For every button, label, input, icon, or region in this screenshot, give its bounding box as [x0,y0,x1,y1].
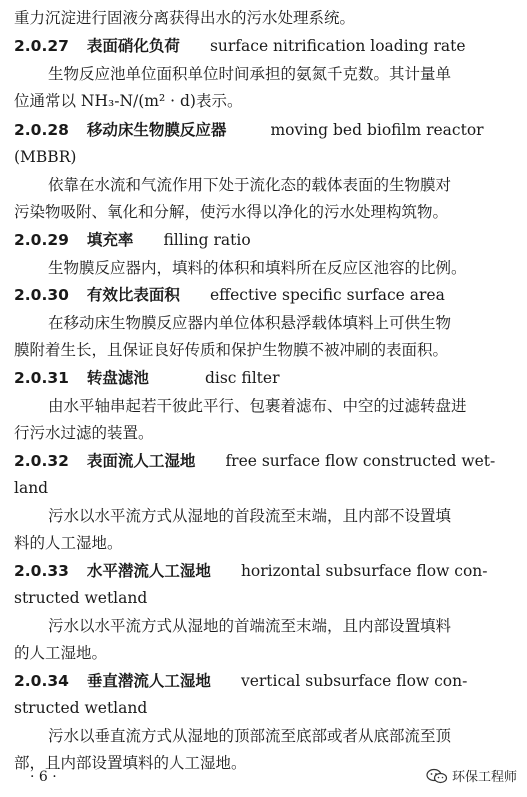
entry-english: free surface flow constructed wet- [225,452,496,470]
entry-heading [14,36,466,56]
page-number: · 6 · [30,769,57,785]
entry-number: 2.0.34 [14,672,69,690]
text-line: 污水以水平流方式从湿地的首段流至末端，且内部不设置填 [48,507,452,525]
entry-heading [14,671,467,691]
entry-heading [14,451,495,471]
text-line: 污水以垂直流方式从湿地的顶部流至底部或者从底部流至顶 [48,727,452,745]
entry-number: 2.0.33 [14,562,69,580]
entry-english: filling ratio [163,231,251,249]
entry-number: 2.0.31 [14,369,69,387]
entry-heading [14,368,280,388]
entry-english: effective specific surface area [209,286,445,304]
entry-number: 2.0.28 [14,121,69,139]
entry-term: 有效比表面积 [86,285,180,304]
watermark [426,766,517,785]
text-line: 污染物吸附、氧化和分解，使污水得以净化的污水处理构筑物。 [14,203,449,221]
entry-english: vertical subsurface flow con- [240,672,468,690]
entry-term: 填充率 [86,230,134,249]
entry-english: disc filter [204,369,280,387]
entry-heading [14,230,251,250]
text-line: 生物膜反应器内，填料的体积和填料所在反应区池容的比例。 [48,259,467,277]
entry-term: 垂直潜流人工湿地 [86,671,211,690]
text-line: land [14,479,49,497]
entry-english: surface nitrification loading rate [209,37,466,55]
text-line: 污水以水平流方式从湿地的首端流至末端，且内部设置填料 [48,617,452,635]
text-line: 部，且内部设置填料的人工湿地。 [14,754,247,772]
text-line: 的人工湿地。 [14,644,108,662]
entry-english: horizontal subsurface flow con- [240,562,488,580]
entry-term: 移动床生物膜反应器 [86,120,227,139]
wechat-icon [426,768,448,784]
entry-term: 转盘滤池 [86,368,149,387]
entry-english: moving bed biofilm reactor [270,121,484,139]
text-line: 依靠在水流和气流作用下处于流化态的载体表面的生物膜对 [48,176,452,194]
text-line: 料的人工湿地。 [14,534,123,552]
text-line: 行污水过滤的装置。 [14,424,154,442]
entry-term: 表面流人工湿地 [86,451,196,470]
entry-term: 水平潜流人工湿地 [86,561,211,580]
entry-number: 2.0.29 [14,231,69,249]
text-line: 位通常以 NH₃-N/(m² · d)表示。 [14,92,243,110]
entry-heading [14,120,484,140]
text-line: 在移动床生物膜反应器内单位体积悬浮载体填料上可供生物 [48,314,452,332]
text-line: structed wetland [14,589,148,607]
text-line: structed wetland [14,699,148,717]
entry-term: 表面硝化负荷 [86,36,180,55]
entry-number: 2.0.32 [14,452,69,470]
text-line: 生物反应池单位面积单位时间承担的氨氮千克数。其计量单 [48,65,452,83]
text-line: (MBBR) [14,148,77,166]
text-line: 重力沉淀进行固液分离获得出水的污水处理系统。 [14,9,356,27]
watermark-text: 环保工程师 [451,770,517,785]
text-line: 膜附着生长，且保证良好传质和保护生物膜不被冲刷的表面积。 [14,341,449,359]
entry-number: 2.0.30 [14,286,69,304]
entry-number: 2.0.27 [14,37,69,55]
text-line: 由水平轴串起若干彼此平行、包裹着滤布、中空的过滤转盘进 [48,397,467,415]
entry-heading [14,285,445,305]
entry-heading [14,561,488,581]
